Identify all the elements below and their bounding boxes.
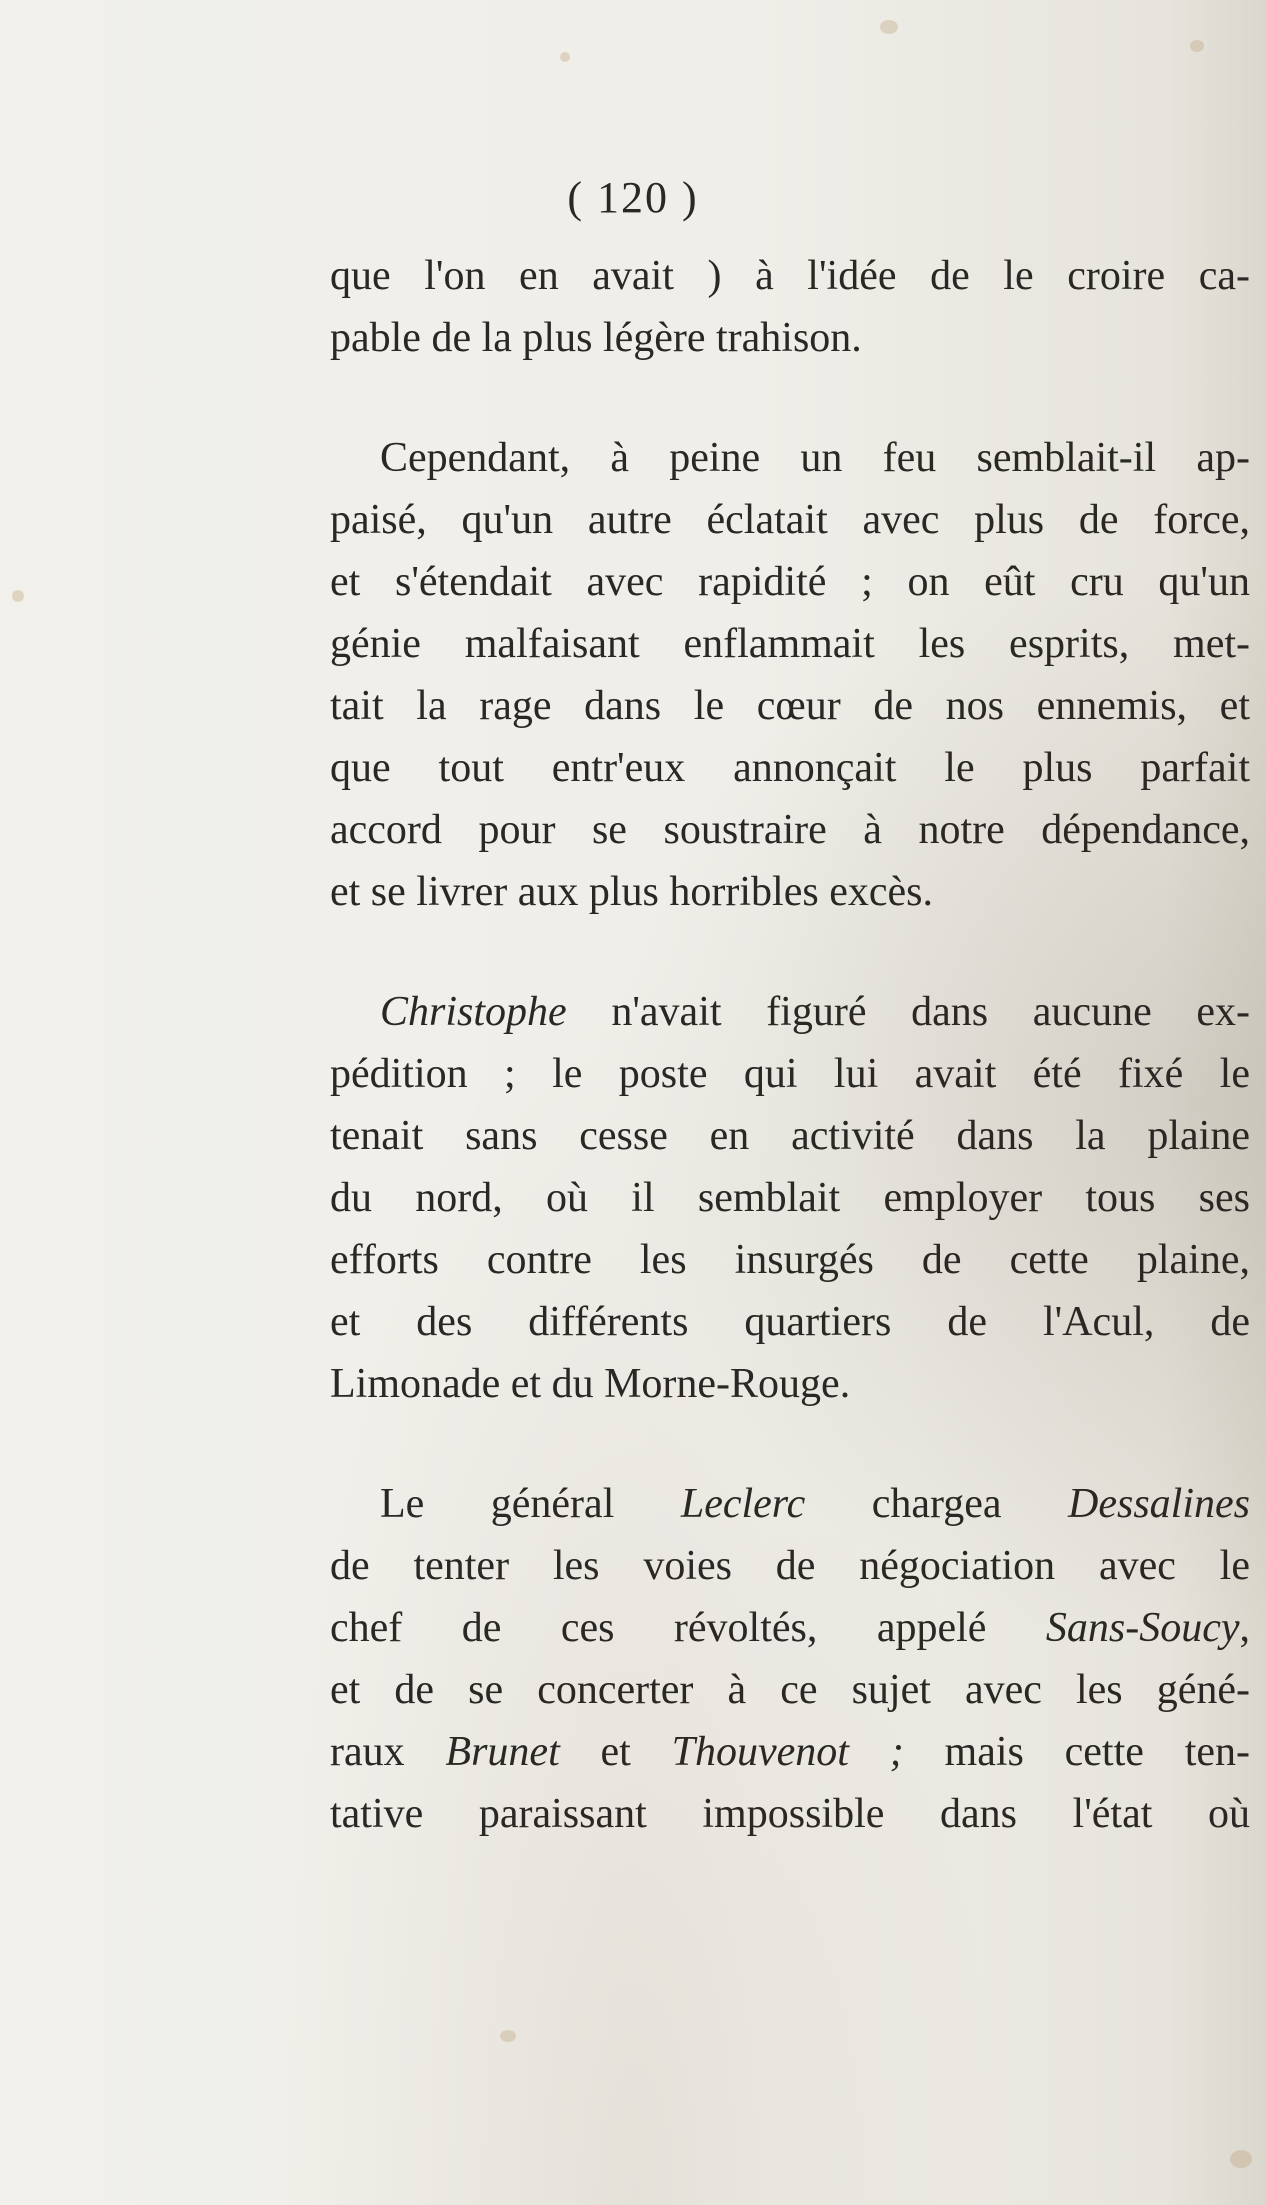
text-fragment: chargea — [805, 1481, 1068, 1527]
text-line: et s'étendait avec rapidité ; on eût cru qu'un — [330, 559, 1250, 605]
paper-stain — [880, 20, 898, 34]
text-line — [330, 981, 1250, 1043]
paper-stain — [1190, 40, 1204, 52]
page-number: ( 120 ) — [567, 173, 699, 222]
text-fragment: mais cette ten- — [903, 1729, 1250, 1775]
text-line — [330, 1597, 1250, 1659]
text-line: et se livrer aux plus horribles excès. — [330, 869, 933, 915]
text-line: du nord, où il semblait employer tous ses — [330, 1175, 1250, 1221]
text-line: que l'on en avait ) à l'idée de le croire ca- — [330, 253, 1250, 299]
text-line: Limonade et du Morne-Rouge. — [330, 1361, 851, 1407]
text-line — [330, 1721, 1250, 1783]
paragraph — [330, 1473, 1250, 1845]
name-dessalines: Dessalines — [1068, 1481, 1250, 1527]
name-sans-soucy: Sans-Soucy — [1045, 1605, 1240, 1651]
paper-stain — [500, 2030, 516, 2042]
text-fragment: n'avait figuré dans aucune ex- — [566, 989, 1250, 1035]
text-line: tait la rage dans le cœur de nos ennemis, et — [330, 683, 1250, 729]
name-leclerc: Leclerc — [680, 1481, 806, 1527]
text-line: accord pour se soustraire à notre dépendance, — [330, 807, 1250, 853]
paragraph — [330, 427, 1250, 923]
name-thouvenot: Thouvenot ; — [671, 1729, 904, 1775]
text-line: efforts contre les insurgés de cette plaine, — [330, 1237, 1250, 1283]
text-line: de tenter les voies de négociation avec le — [330, 1543, 1250, 1589]
paper-stain — [560, 52, 570, 62]
name-brunet: Brunet — [445, 1729, 560, 1775]
paper-stain — [12, 590, 24, 602]
text-line: et des différents quartiers de l'Acul, de — [330, 1299, 1250, 1345]
text-line: paisé, qu'un autre éclatait avec plus de force, — [330, 497, 1250, 543]
text-line: Cependant, à peine un feu semblait-il ap- — [380, 435, 1250, 481]
text-line — [330, 1473, 1250, 1535]
text-fragment: raux — [330, 1729, 446, 1775]
text-line: tative paraissant impossible dans l'état où — [330, 1791, 1250, 1837]
text-fragment: Le général — [380, 1481, 681, 1527]
text-fragment: , — [1239, 1605, 1250, 1651]
text-line: pédition ; le poste qui lui avait été fixé le — [330, 1051, 1250, 1097]
paragraph — [330, 981, 1250, 1415]
paper-stain — [1230, 2150, 1252, 2168]
name-christophe: Christophe — [380, 989, 567, 1035]
text-fragment: et — [559, 1729, 672, 1775]
text-line: tenait sans cesse en activité dans la plaine — [330, 1113, 1250, 1159]
body-text — [330, 245, 1250, 1845]
text-line: que tout entr'eux annonçait le plus parfait — [330, 745, 1250, 791]
text-line: et de se concerter à ce sujet avec les géné- — [330, 1667, 1250, 1713]
text-fragment: chef de ces révoltés, appelé — [330, 1605, 1046, 1651]
paragraph — [330, 245, 1250, 369]
text-line: génie malfaisant enflammait les esprits, met- — [330, 621, 1250, 667]
text-line: pable de la plus légère trahison. — [330, 315, 862, 361]
